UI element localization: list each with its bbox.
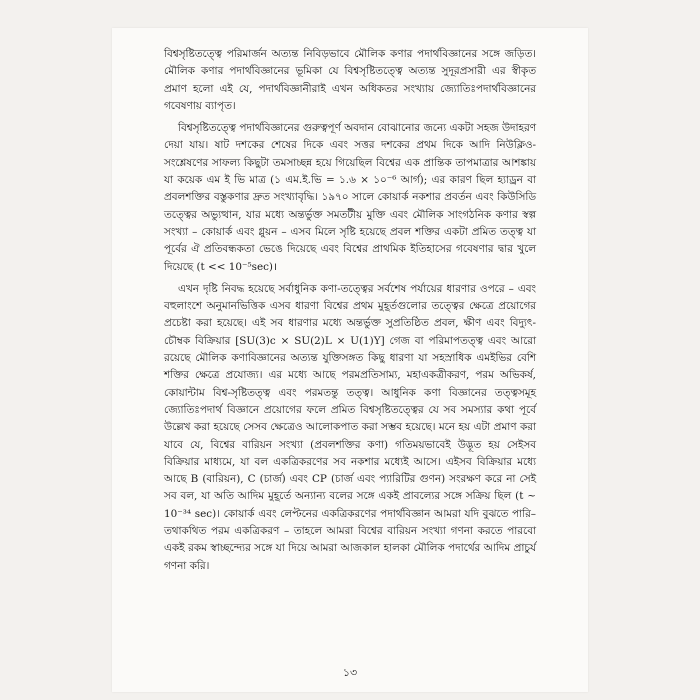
paragraph-2: বিশ্বসৃষ্টিতত্ত্বে পদার্থবিজ্ঞানের গুরুত্বপূর্ণ অবদান বোঝানোর জন্যে একটা সহজ উদাহরণ দেয়া যায়। ষাট দশকের শেষের দিকে এবং সত্তর দশকের প্রথম দিকে আদি নিউক্লিও-সংশ্লেষণের সাফল্য কিছুটা তমসাচ্ছন্ন হয়ে গিয়েছিল বিশ্বের এক প্রান্তিক তাপমাত্রার আশঙ্কায় যা কয়েক এম ই ভি মাত্র (১ এম.ই.ভি = ১.৬ × ১০⁻⁶ আর্গ); এর কারণ ছিল হ্যাড্রন বা প্রবলশক্তির বস্তুকণার দ্রুত সংখ্যাবৃদ্ধি। ১৯৭০ সালে কোয়ার্ক নকশার প্রবর্তন এবং কিউসিডি তত্ত্বের অভ্যুত্থান, যার মধ্যে অন্তর্ভুক্ত সমতটীয় মুক্তি এবং মৌলিক সাংগঠনিক কণার স্বল্প সংখ্যা – কোয়ার্ক এবং গ্লুয়ন – এসব মিলে সৃষ্টি হয়েছে প্রবল শক্তির একটা প্রমিত তত্ত্ব যা পূর্বের ঐ প্রতিবন্ধকতা ভেঙে দিয়েছে এবং বিশ্বের প্রাথমিক ইতিহাসের গবেষণার দ্বার খুলে দিয়েছে (t << 10⁻⁵sec)।	[164, 122, 536, 273]
page-body	[164, 46, 536, 580]
paragraph-3: এখন দৃষ্টি নিবদ্ধ হয়েছে সর্বাধুনিক কণা-তত্ত্বের সর্বশেষ পর্যায়ের ধারণার ওপরে – এবং বহুলাংশে অনুমানভিত্তিক এসব ধারণা বিশ্বের প্রথম মুহূর্তগুলোর তত্ত্বের ক্ষেত্রে প্রয়োগের প্রচেষ্টা করা হয়েছে। এই সব ধারণার মধ্যে অন্তর্ভুক্ত সুপ্রতিষ্ঠিত প্রবল, ক্ষীণ এবং বিদ্যুৎ-চৌম্বক বিক্রিয়ার [SU(3)c × SU(2)L × U(1)Y] গেজ বা পরিমাপতত্ত্ব এবং আরো রয়েছে মৌলিক কণাবিজ্ঞানের অত্যন্ত যুক্তিসঙ্গত কিছু ধারণা যা সহস্রাধিক এমইভির বেশি শক্তির ক্ষেত্রে প্রযোজ্য। এর মধ্যে আছে পরমপ্রতিসাম্য, মহাএকত্রীকরণ, পরম অভিকর্ষ, কোয়ান্টাম বিশ্ব-সৃষ্টিতত্ত্ব এবং পরমতন্তু তত্ত্ব। আধুনিক কণা বিজ্ঞানের তত্ত্বসমূহ জ্যোতিঃপদার্থ বিজ্ঞানে প্রয়োগের ফলে প্রমিত বিশ্বসৃষ্টিতত্ত্বের যে সব সমস্যার কথা পূর্বে উল্লেখ করা হয়েছে সেসব ক্ষেত্রেও আলোকপাত করা সম্ভব হয়েছে। মনে হয় এটা প্রমাণ করা যাবে যে, বিশ্বের বারিয়ন সংখ্যা (প্রবলশক্তির কণা) গতিময়ভাবেই উদ্ভূত হয় সেইসব বিক্রিয়ার মাধ্যমে, যা বল একত্রিকরণের সব নকশার মধ্যেই আসে। এইসব বিক্রিয়ার মধ্যে আছে B (বারিয়ন), C (চার্জ) এবং CP (চার্জ এবং প্যারিটির গুণন) সংরক্ষণ করে না সেই সব বল, যা অতি আদিম মুহূর্তে অন্যান্য বলের সঙ্গে একই প্রাবল্যের সঙ্গে সক্রিয় ছিল (t ~ 10⁻³⁴ sec)। কোয়ার্ক এবং লেপ্টনের একত্রিকরণের পদার্থবিজ্ঞান আমরা যদি বুঝতে পারি– তথাকথিত পরম একত্রিকরণ – তাহলে আমরা বিশ্বের বারিয়ন সংখ্যা গণনা করতে পারবো একই রকম স্বাচ্ছন্দ্যের সঙ্গে যা দিয়ে আমরা আজকাল হালকা মৌলিক পদার্থের আদিম প্রাচুর্য গণনা করি।	[164, 282, 536, 572]
book-page	[112, 28, 588, 692]
page-number: ১৩	[342, 666, 358, 679]
paragraph-1: বিশ্বসৃষ্টিতত্ত্বে পরিমার্জন অত্যন্ত নিবিড়ভাবে মৌলিক কণার পদার্থবিজ্ঞানের সঙ্গে জড়িত। মৌলিক কণার পদার্থবিজ্ঞানের ভূমিকা যে বিশ্বসৃষ্টিতত্ত্বে অত্যন্ত সুদূরপ্রসারী এর স্বীকৃত প্রমাণ হলো এই যে, পদার্থবিজ্ঞানীরাই এখন অধিকতর সংখ্যায় জ্যোতিঃপদার্থবিজ্ঞানের গবেষণায় ব্যাপৃত।	[164, 48, 536, 112]
